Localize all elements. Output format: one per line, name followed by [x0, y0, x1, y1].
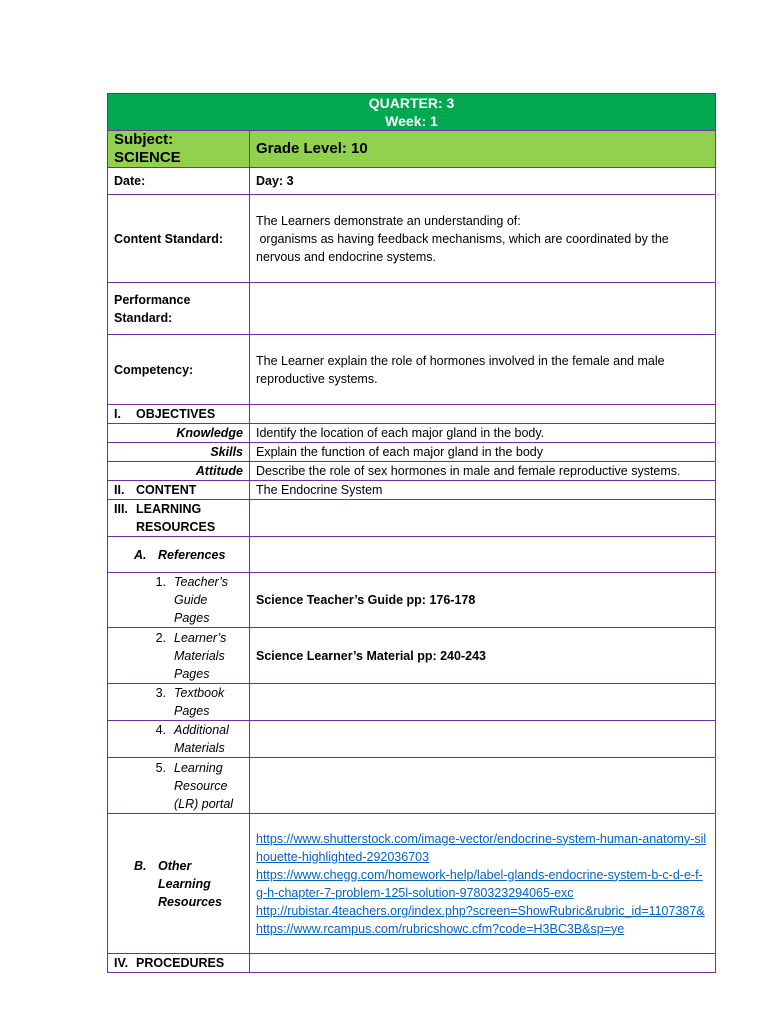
resource-number: 2.: [155, 630, 166, 645]
day-value: Day: 3: [250, 168, 716, 195]
content-standard-line: The Learners demonstrate an understanding of:: [256, 213, 521, 228]
references-row: [108, 537, 716, 573]
references-label: References: [158, 547, 226, 562]
resource-label-line: Materials: [174, 741, 225, 755]
references-letter: A.: [134, 547, 147, 562]
date-label: Date:: [108, 168, 250, 195]
additional-materials-row: [108, 721, 716, 758]
resource-label-line: Learner’s: [174, 630, 227, 645]
performance-label-line: Standard:: [114, 310, 173, 325]
performance-label-line: Performance: [114, 292, 191, 307]
procedures-heading: [108, 954, 250, 973]
lr-portal-row: [108, 758, 716, 814]
section-number: II.: [114, 483, 125, 497]
resource-number: 1.: [155, 575, 166, 589]
competency-value: [250, 335, 716, 405]
other-resources-heading: [108, 814, 250, 954]
objectives-heading: [108, 405, 250, 424]
learning-resources-value: [250, 500, 716, 537]
section-title: OBJECTIVES: [136, 407, 216, 421]
competency-row: [108, 335, 716, 405]
content-value: The Endocrine System: [250, 481, 716, 500]
section-number: I.: [114, 407, 121, 421]
performance-standard-label: [108, 283, 250, 335]
resource-link[interactable]: https://www.rcampus.com/rubricshowc.cfm?code=H3BC3B&sp=ye: [256, 921, 625, 936]
objective-value: Explain the function of each major gland in the body: [250, 443, 716, 462]
learners-materials-row: [108, 628, 716, 684]
section-number: IV.: [114, 956, 129, 970]
performance-standard-row: [108, 283, 716, 335]
resource-value: [250, 684, 716, 721]
resource-label-line: Resource: [174, 778, 228, 793]
resource-label-line: (LR) portal: [174, 796, 234, 811]
resource-label-line: Guide Pages: [174, 593, 210, 625]
objective-skills-row: [108, 443, 716, 462]
content-standard-value: [250, 195, 716, 283]
subject-row: [108, 131, 716, 168]
resource-value: [250, 758, 716, 814]
section-title: CONTENT: [136, 483, 197, 497]
section-title: LEARNING: [136, 502, 202, 516]
header-row: [108, 94, 716, 131]
resource-label-line: Pages: [174, 666, 210, 681]
performance-standard-value: [250, 283, 716, 335]
objective-attitude-row: [108, 462, 716, 481]
week-title: Week: 1: [385, 113, 438, 129]
quarter-title: QUARTER: 3: [368, 95, 455, 111]
resource-number: 4.: [155, 723, 166, 737]
other-resources-label-line: Other: [158, 858, 192, 873]
resource-label: [108, 628, 250, 684]
resource-value: [250, 721, 716, 758]
resource-label-line: Additional: [174, 723, 229, 737]
section-title: PROCEDURES: [136, 956, 225, 970]
resource-label: [108, 684, 250, 721]
objective-label: Skills: [108, 443, 250, 462]
other-resources-links: [250, 814, 716, 954]
lesson-plan-table: [107, 93, 716, 973]
other-resources-label-line: Learning: [158, 876, 211, 891]
procedures-row: [108, 954, 716, 973]
resource-label: [108, 758, 250, 814]
learning-resources-row: [108, 500, 716, 537]
objective-value: Identify the location of each major gland in the body.: [250, 424, 716, 443]
subject-label: Subject: SCIENCE: [108, 131, 250, 168]
objective-label: Knowledge: [108, 424, 250, 443]
grade-level-label: Grade Level: 10: [250, 131, 716, 168]
resource-value: Science Learner’s Material pp: 240-243: [250, 628, 716, 684]
learning-resources-heading: [108, 500, 250, 537]
section-number: III.: [114, 502, 128, 516]
resource-label-line: Textbook: [174, 686, 225, 700]
procedures-value: [250, 954, 716, 973]
resource-link[interactable]: https://www.chegg.com/homework-help/label-glands-endocrine-system-b-c-d-e-f-g-h-chapter-7-problem-125l-solution-9780323294065-exc: [256, 867, 703, 900]
resource-label-line: Teacher’s: [174, 575, 228, 589]
content-standard-line: organisms as having feedback mechanisms, which are coordinated by the: [256, 231, 669, 246]
resource-number: 3.: [155, 686, 166, 700]
content-row: [108, 481, 716, 500]
content-standard-row: [108, 195, 716, 283]
date-row: [108, 168, 716, 195]
content-heading: [108, 481, 250, 500]
resource-label-line: Learning: [174, 760, 223, 775]
resource-label-line: Pages: [174, 704, 210, 718]
content-standard-label: Content Standard:: [108, 195, 250, 283]
other-resources-letter: B.: [134, 858, 147, 873]
competency-line: reproductive systems.: [256, 371, 378, 386]
other-resources-label-line: Resources: [158, 894, 222, 909]
other-resources-row: [108, 814, 716, 954]
resource-label-line: Materials: [174, 648, 225, 663]
section-title-cont: RESOURCES: [136, 520, 216, 534]
resource-number: 5.: [155, 760, 166, 775]
resource-label: [108, 721, 250, 758]
textbook-row: [108, 684, 716, 721]
teachers-guide-row: [108, 573, 716, 628]
references-heading: [108, 537, 250, 573]
resource-link[interactable]: http://rubistar.4teachers.org/index.php?screen=ShowRubric&rubric_id=1107387&: [256, 903, 705, 918]
resource-label: [108, 573, 250, 628]
resource-value: Science Teacher’s Guide pp: 176-178: [250, 573, 716, 628]
objectives-value: [250, 405, 716, 424]
header-cell: [108, 94, 716, 131]
competency-label: Competency:: [108, 335, 250, 405]
resource-link[interactable]: https://www.shutterstock.com/image-vector/endocrine-system-human-anatomy-silhouette-highlighted-292036703: [256, 831, 707, 864]
objective-label: Attitude: [108, 462, 250, 481]
objectives-row: [108, 405, 716, 424]
content-standard-line: nervous and endocrine systems.: [256, 249, 436, 264]
objective-value: Describe the role of sex hormones in male and female reproductive systems.: [250, 462, 716, 481]
objective-knowledge-row: [108, 424, 716, 443]
references-value: [250, 537, 716, 573]
competency-line: The Learner explain the role of hormones involved in the female and male: [256, 353, 665, 368]
